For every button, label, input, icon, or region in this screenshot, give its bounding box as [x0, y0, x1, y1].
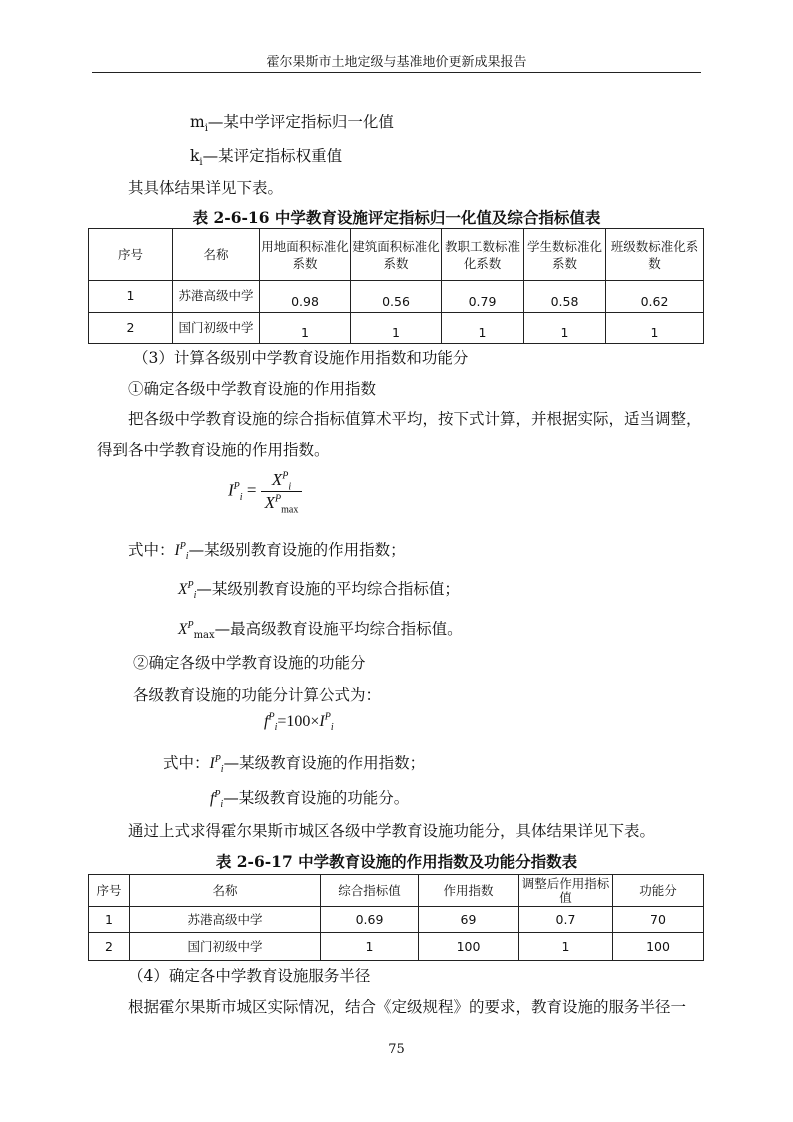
sub-heading: ①确定各级中学教育设施的作用指数	[128, 380, 377, 398]
header-cell: 综合指标值	[321, 875, 419, 907]
cell: 苏港高级中学	[130, 907, 321, 933]
table-row	[89, 281, 704, 313]
header-cell: 建筑面积标准化系数	[351, 229, 442, 281]
table-row	[89, 313, 704, 344]
header-cell: 教职工数标准化系数	[442, 229, 524, 281]
section-heading: （4）确定各中学教育设施服务半径	[128, 967, 371, 985]
paragraph: 其具体结果详见下表。	[128, 179, 284, 197]
table-action-index	[88, 874, 704, 961]
cell: 1	[519, 933, 613, 961]
cell: 0.62	[606, 281, 704, 313]
cell: 100	[613, 933, 704, 961]
table-row	[89, 933, 704, 961]
cell: 0.69	[321, 907, 419, 933]
cell: 1	[260, 313, 351, 344]
page-number: 75	[388, 1042, 405, 1057]
table-header-row	[89, 875, 704, 907]
cell: 2	[89, 933, 130, 961]
table-normalized-indicators	[88, 228, 704, 344]
header-cell: 名称	[130, 875, 321, 907]
header-cell: 序号	[89, 229, 173, 281]
cell: 2	[89, 313, 173, 344]
cell: 100	[419, 933, 519, 961]
formula-action-index: $I^P_i$ = $\frac{X^P_i}{X^P_{max}}$	[228, 470, 302, 513]
definition-I: 式中：$I^P_i—$某级别教育设施的作用指数；	[128, 540, 406, 563]
header-cell: 作用指数	[419, 875, 519, 907]
cell: 1	[442, 313, 524, 344]
cell: 苏港高级中学	[173, 281, 260, 313]
header-cell: 名称	[173, 229, 260, 281]
cell: 1	[321, 933, 419, 961]
cell: 70	[613, 907, 704, 933]
section-heading: （3）计算各级别中学教育设施作用指数和功能分	[133, 349, 469, 367]
definition-k: $k_i—$某评定指标权重值	[190, 147, 343, 169]
header-cell: 调整后作用指标值	[519, 875, 613, 907]
table-caption: 表 2-6-17 中学教育设施的作用指数及功能分指数表	[215, 852, 578, 871]
header-cell: 学生数标准化系数	[524, 229, 606, 281]
header-cell: 功能分	[613, 875, 704, 907]
cell: 0.79	[442, 281, 524, 313]
cell: 1	[606, 313, 704, 344]
header-rule	[92, 72, 701, 73]
paragraph: 根据霍尔果斯市城区实际情况，结合《定级规程》的要求，教育设施的服务半径一	[128, 998, 687, 1016]
cell: 国门初级中学	[173, 313, 260, 344]
definition-I-low: 式中：$I^P_i—$某级教育设施的作用指数；	[163, 753, 426, 776]
table-header-row	[89, 229, 704, 281]
cell: 1	[89, 281, 173, 313]
header-cell: 用地面积标准化系数	[260, 229, 351, 281]
cell: 0.98	[260, 281, 351, 313]
formula-function-score: $f^P_i=100\times I^P_i$	[264, 711, 334, 734]
header-cell: 序号	[89, 875, 130, 907]
paragraph: 把各级中学教育设施的综合指标值算术平均，按下式计算，并根据实际，适当调整，	[128, 410, 702, 428]
cell: 0.7	[519, 907, 613, 933]
definition-X: $X^P_i—$某级别教育设施的平均综合指标值；	[178, 579, 460, 602]
cell: 国门初级中学	[130, 933, 321, 961]
definition-m: $m_i—$某中学评定指标归一化值	[190, 113, 394, 135]
cell: 1	[524, 313, 606, 344]
paragraph: 得到各中学教育设施的作用指数。	[97, 441, 330, 459]
definition-f: $f^P_i—$某级教育设施的功能分。	[210, 788, 410, 811]
cell: 69	[419, 907, 519, 933]
running-header: 霍尔果斯市土地定级与基准地价更新成果报告	[266, 55, 527, 70]
table-caption: 表 2-6-16 中学教育设施评定指标归一化值及综合指标值表	[192, 208, 601, 227]
cell: 0.58	[524, 281, 606, 313]
paragraph: 通过上式求得霍尔果斯市城区各级中学教育设施功能分，具体结果详见下表。	[128, 822, 656, 840]
cell: 1	[89, 907, 130, 933]
definition-Xmax: $X^P_{max}—$最高级教育设施平均综合指标值。	[178, 619, 463, 642]
cell: 1	[351, 313, 442, 344]
cell: 0.56	[351, 281, 442, 313]
table-row	[89, 907, 704, 933]
header-cell: 班级数标准化系数	[606, 229, 704, 281]
paragraph: 各级教育设施的功能分计算公式为：	[133, 686, 382, 704]
sub-heading: ②确定各级中学教育设施的功能分	[133, 654, 366, 672]
